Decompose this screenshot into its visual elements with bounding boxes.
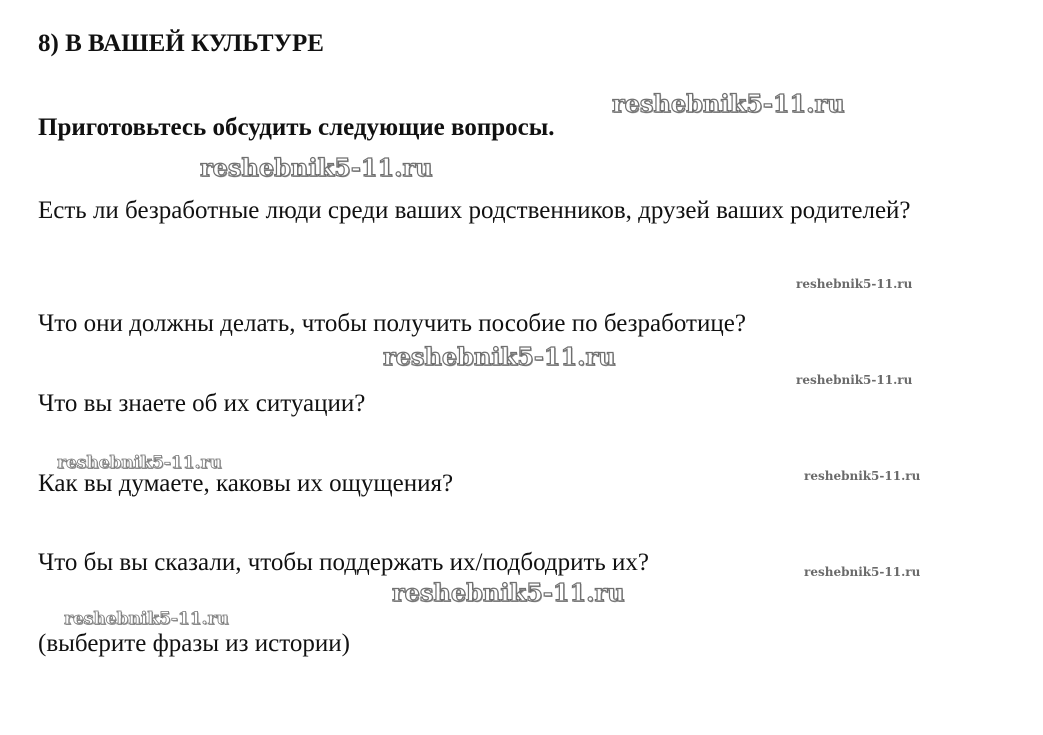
watermark: reshebnik5-11.ru	[804, 565, 921, 579]
watermark: reshebnik5-11.ru	[796, 277, 913, 291]
watermark: reshebnik5-11.ru	[383, 342, 616, 371]
watermark: reshebnik5-11.ru	[804, 469, 921, 483]
question-4: Как вы думаете, каковы их ощущения?	[38, 470, 454, 497]
instruction-text: Приготовьтесь обсудить следующие вопросы.	[38, 114, 555, 141]
watermark: reshebnik5-11.ru	[796, 373, 913, 387]
question-3: Что вы знаете об их ситуации?	[38, 390, 366, 417]
question-5: Что бы вы сказали, чтобы поддержать их/подбодрить их?	[38, 549, 649, 576]
watermark: reshebnik5-11.ru	[392, 578, 625, 607]
question-2: Что они должны делать, чтобы получить пособие по безработице?	[38, 310, 746, 337]
watermark: reshebnik5-11.ru	[57, 453, 222, 473]
question-6-hint: (выберите фразы из истории)	[38, 630, 350, 657]
watermark: reshebnik5-11.ru	[64, 609, 229, 629]
section-heading: 8) В ВАШЕЙ КУЛЬТУРЕ	[38, 30, 324, 57]
watermark: reshebnik5-11.ru	[612, 89, 845, 118]
question-1: Есть ли безработные люди среди ваших родственников, друзей ваших родителей?	[38, 197, 911, 224]
watermark: reshebnik5-11.ru	[200, 153, 433, 182]
